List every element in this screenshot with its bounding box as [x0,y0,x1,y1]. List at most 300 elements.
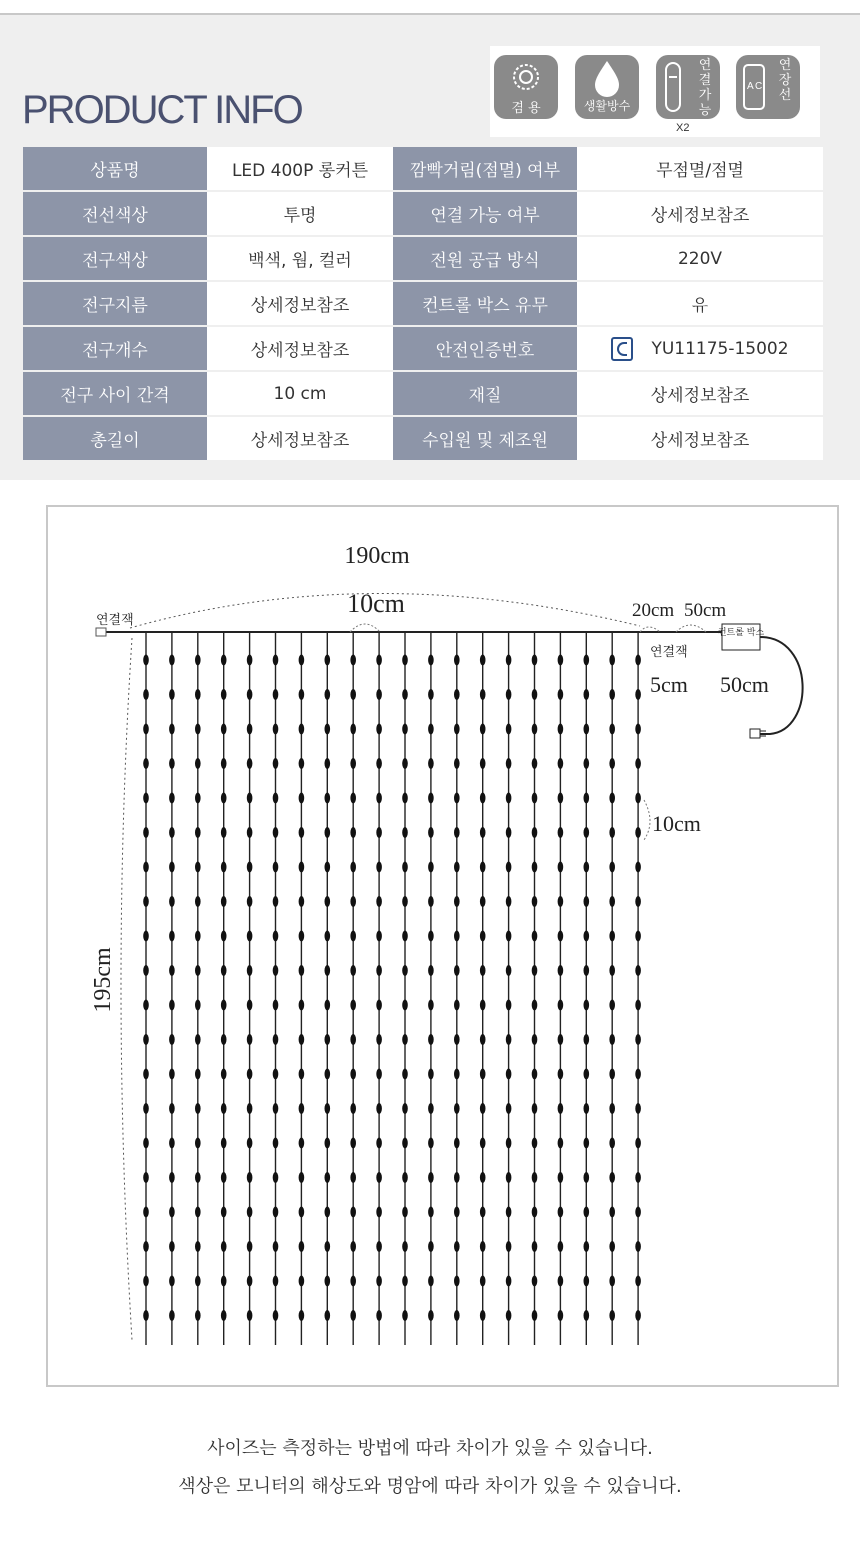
bulb [376,896,382,907]
bulb [635,1069,641,1080]
bulb [299,931,305,942]
bulb [635,1034,641,1045]
light-strands [143,632,641,1345]
bulb [609,1241,615,1252]
bulb [376,1000,382,1011]
bulb [454,827,460,838]
bulb [273,965,279,976]
spec-key: 재질 [393,372,577,415]
bulb [584,1207,590,1218]
bulb [195,1241,201,1252]
bulb [428,896,434,907]
bulb [609,896,615,907]
bulb [273,689,279,700]
bulb [350,862,356,873]
bulb [558,1000,564,1011]
bulb [169,655,175,666]
bulb [635,1310,641,1321]
bulb [480,827,486,838]
bulb [299,1034,305,1045]
bulb [558,1034,564,1045]
bulb [273,1241,279,1252]
bulb [169,827,175,838]
bulb [480,1069,486,1080]
bulb [506,1276,512,1287]
bulb [558,758,564,769]
bulb [169,931,175,942]
bulb [454,931,460,942]
bulb [506,1207,512,1218]
notes [0,1430,860,1506]
bulb [376,758,382,769]
bulb [143,1138,149,1149]
bulb [454,758,460,769]
bulb [454,689,460,700]
bulb [273,793,279,804]
lead-a-label: 20cm [632,600,675,621]
bulb [480,1172,486,1183]
bulb [195,724,201,735]
bulb [402,1310,408,1321]
icon-note: X2 [676,122,690,134]
spec-key: 전구 사이 간격 [23,372,207,415]
bulb [558,896,564,907]
bulb [247,1034,253,1045]
bulb [195,1172,201,1183]
bulb [169,1276,175,1287]
bulb [428,689,434,700]
bulb [299,1172,305,1183]
bulb [143,724,149,735]
bulb [454,655,460,666]
bulb [635,1000,641,1011]
bulb [247,1000,253,1011]
bulb [506,1241,512,1252]
bulb [635,1276,641,1287]
bulb [325,689,331,700]
bulb [169,1069,175,1080]
bulb [480,1241,486,1252]
bulb [584,1241,590,1252]
bulb [376,689,382,700]
bulb [221,655,227,666]
bulb [609,1172,615,1183]
bulb [609,1138,615,1149]
bulb [247,1241,253,1252]
bulb [428,1207,434,1218]
bulb [480,896,486,907]
spec-value: 220V [577,237,823,280]
bulb [480,689,486,700]
bulb [506,724,512,735]
bulb [143,827,149,838]
bulb [609,1069,615,1080]
bulb [402,655,408,666]
bulb [299,1207,305,1218]
bulb [195,689,201,700]
bulb [376,827,382,838]
bulb [221,1310,227,1321]
bulb [428,758,434,769]
bulb [169,793,175,804]
bulb [273,1276,279,1287]
spec-value: 투명 [207,192,393,235]
bulb [454,896,460,907]
bulb [273,1034,279,1045]
bulb [609,931,615,942]
bulb [221,724,227,735]
bulb [428,1276,434,1287]
bulb [428,827,434,838]
bulb [325,862,331,873]
bulb [428,931,434,942]
bulb [350,827,356,838]
bulb [195,655,201,666]
bulb [169,1310,175,1321]
bulb [195,862,201,873]
bulb [428,1138,434,1149]
bulb [635,1103,641,1114]
bulb [299,1138,305,1149]
bulb [195,1034,201,1045]
bulb [480,724,486,735]
bulb [428,793,434,804]
bulb [325,1000,331,1011]
bulb [325,1138,331,1149]
bulb [635,931,641,942]
bulb [221,896,227,907]
bulb [221,862,227,873]
bulb [402,1138,408,1149]
bulb [609,862,615,873]
power-cable-label: 50cm [720,672,769,697]
bulb [532,758,538,769]
bulb [195,1000,201,1011]
spec-value: 상세정보참조 [207,327,393,370]
bulb [247,965,253,976]
bulb [169,965,175,976]
bulb [247,862,253,873]
bulb [195,931,201,942]
bulb [428,1103,434,1114]
page-title: PRODUCT INFO [22,88,302,132]
bulb [350,1069,356,1080]
bulb [609,965,615,976]
bulb [247,793,253,804]
bulb [195,965,201,976]
bulb [299,1069,305,1080]
bulb [221,827,227,838]
bulb [169,896,175,907]
bulb [247,1138,253,1149]
bulb [325,1310,331,1321]
bulb [376,965,382,976]
bulb [169,1103,175,1114]
bulb [195,1310,201,1321]
bulb [635,689,641,700]
spec-key: 상품명 [23,147,207,190]
bulb [558,1276,564,1287]
bulb [169,758,175,769]
bulb [584,1276,590,1287]
spec-value: 상세정보참조 [207,282,393,325]
bulb [609,1310,615,1321]
bulb [402,827,408,838]
spec-value: 상세정보참조 [207,417,393,460]
bulb [299,1241,305,1252]
bulb [402,1207,408,1218]
bulb [635,827,641,838]
bulb [273,896,279,907]
bulb [558,931,564,942]
bulb [454,1034,460,1045]
bulb [532,896,538,907]
bulb [428,965,434,976]
bulb [635,758,641,769]
bulb [350,655,356,666]
bulb [506,931,512,942]
bulb [299,1310,305,1321]
bulb [376,724,382,735]
bulb [402,1000,408,1011]
bulb [273,931,279,942]
bulb [376,931,382,942]
bulb [169,1034,175,1045]
bulb [480,793,486,804]
bulb [376,1276,382,1287]
bulb [454,1172,460,1183]
bulb [402,793,408,804]
bulb [350,1000,356,1011]
spacing-dim-line [350,624,380,632]
bulb [325,896,331,907]
bulb [273,1310,279,1321]
bulb [402,1034,408,1045]
bulb [506,1310,512,1321]
note-line: 색상은 모니터의 해상도와 명암에 따라 차이가 있을 수 있습니다. [178,1476,682,1497]
bulb [273,827,279,838]
bulb [143,1069,149,1080]
bulb [350,965,356,976]
bulb [273,655,279,666]
left-connector-label: 연결잭 [96,613,134,628]
bulb [247,758,253,769]
bulb [454,965,460,976]
bulb [558,793,564,804]
bulb [221,1000,227,1011]
bulb [221,758,227,769]
spec-key: 전구지름 [23,282,207,325]
bulb [325,655,331,666]
bulb [247,689,253,700]
bulb [506,1000,512,1011]
bulb [532,655,538,666]
strand-spacing-label: 10cm [347,589,405,618]
bulb [532,1172,538,1183]
bulb [558,655,564,666]
bulb [273,1103,279,1114]
bulb [350,793,356,804]
bulb [480,1138,486,1149]
spec-key: 총길이 [23,417,207,460]
bulb [584,689,590,700]
bulb [454,793,460,804]
icon-label: 연결가능 [698,58,712,118]
spec-value: 유 [577,282,823,325]
bulb [402,896,408,907]
bulb [635,655,641,666]
bulb [143,655,149,666]
bulb [506,1138,512,1149]
bulb [376,793,382,804]
bulb [325,1172,331,1183]
bulb [506,1069,512,1080]
bulb [532,1138,538,1149]
bulb [532,1207,538,1218]
bulb [247,896,253,907]
bulb [247,1069,253,1080]
bulb [609,1276,615,1287]
bulb [143,1310,149,1321]
bulb [143,1034,149,1045]
bulb [506,965,512,976]
bulb [454,1276,460,1287]
lead-b-label: 50cm [684,600,727,621]
bulb [558,1207,564,1218]
bulb [376,1241,382,1252]
bulb [480,965,486,976]
bulb [143,1000,149,1011]
bulb [273,1069,279,1080]
bulb [350,689,356,700]
bulb [221,1241,227,1252]
bulb [506,655,512,666]
bulb [584,1138,590,1149]
bulb [143,862,149,873]
bulb [325,1103,331,1114]
height-dim-line [121,638,132,1340]
bulb [454,724,460,735]
bulb [221,689,227,700]
bulb [609,655,615,666]
bulb [143,1172,149,1183]
bulb [635,862,641,873]
bulb [532,1034,538,1045]
bulb [350,724,356,735]
bulb [299,793,305,804]
bulb [454,1000,460,1011]
bulb [635,1207,641,1218]
bulb [584,724,590,735]
bulb [402,1069,408,1080]
bulb [325,1241,331,1252]
icon-label: 생활방수 [583,99,631,113]
bulb [169,1000,175,1011]
bulb [584,1310,590,1321]
svg-text:C: C [755,81,763,92]
bulb [350,1207,356,1218]
note-line: 사이즈는 측정하는 방법에 따라 차이가 있을 수 있습니다. [207,1438,653,1459]
bulb [428,1069,434,1080]
bulb [428,1034,434,1045]
bulb [376,1310,382,1321]
bulb [506,793,512,804]
spec-key: 연결 가능 여부 [393,192,577,235]
bulb [143,965,149,976]
bulb [143,1276,149,1287]
bulb [609,758,615,769]
bulb [195,827,201,838]
bulb [558,1172,564,1183]
bulb [376,655,382,666]
bulb [376,1138,382,1149]
bulb [480,1276,486,1287]
bulb [143,793,149,804]
bulb [454,1241,460,1252]
bulb [195,793,201,804]
bulb [221,1034,227,1045]
bulb [143,1207,149,1218]
bulb [402,862,408,873]
bulb [558,862,564,873]
bulb [221,1172,227,1183]
bulb [402,1241,408,1252]
bulb [325,965,331,976]
bulb [532,724,538,735]
bulb [221,1103,227,1114]
width-label: 190cm [344,543,410,569]
bulb [325,1276,331,1287]
spec-value: 상세정보참조 [577,372,823,415]
bulb [325,1034,331,1045]
bulb [584,1172,590,1183]
bulb [584,655,590,666]
bulb [532,862,538,873]
bulb [558,1103,564,1114]
bulb [480,655,486,666]
bulb [325,1069,331,1080]
bulb [376,1207,382,1218]
bulb [221,1276,227,1287]
spec-key: 수입원 및 제조원 [393,417,577,460]
bulb [402,689,408,700]
bulb [376,862,382,873]
bulb [480,862,486,873]
bulb [350,1138,356,1149]
bulb [143,931,149,942]
bulb [221,793,227,804]
bulb [635,965,641,976]
bulb [221,1069,227,1080]
bulb [428,1241,434,1252]
bulb [428,655,434,666]
spec-value: LED 400P 롱커튼 [207,147,393,190]
bulb-spacing-label: 10cm [652,811,701,836]
bulb [325,724,331,735]
spec-key: 전구색상 [23,237,207,280]
bulb [350,1103,356,1114]
bulb [169,1172,175,1183]
bulb [195,1103,201,1114]
bulb [350,1241,356,1252]
bulb [558,1069,564,1080]
spec-value: 무점멸/점멸 [577,147,823,190]
bulb [558,1138,564,1149]
spec-value: 백색, 웜, 컬러 [207,237,393,280]
bulb [273,862,279,873]
bulb [532,793,538,804]
bulb [584,1103,590,1114]
